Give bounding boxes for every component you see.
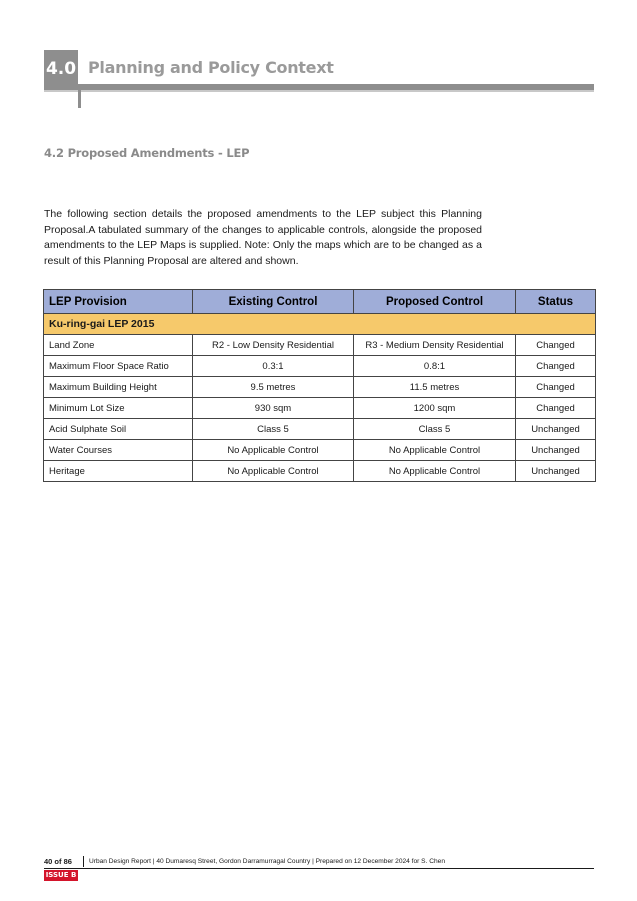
footer-rule [44,868,594,869]
table-row [44,335,596,356]
table-row [44,377,596,398]
cell-provision: Heritage [44,461,193,482]
cell-proposed: No Applicable Control [354,440,516,461]
cell-status: Changed [516,398,596,419]
section-title: Planning and Policy Context [88,58,334,77]
header-divider [44,84,594,92]
cell-existing: R2 - Low Density Residential [193,335,354,356]
header-accent-line [78,86,81,108]
table-row [44,461,596,482]
col-header-lep-provision: LEP Provision [44,290,193,314]
cell-provision: Maximum Floor Space Ratio [44,356,193,377]
table-row [44,440,596,461]
cell-status: Changed [516,356,596,377]
cell-proposed: 0.8:1 [354,356,516,377]
cell-existing: No Applicable Control [193,461,354,482]
cell-existing: 9.5 metres [193,377,354,398]
group-label: Ku-ring-gai LEP 2015 [44,314,596,335]
cell-provision: Water Courses [44,440,193,461]
col-header-proposed-control: Proposed Control [354,290,516,314]
cell-status: Unchanged [516,461,596,482]
lep-amendments-table [43,289,596,482]
footer-separator [83,856,84,867]
cell-proposed: No Applicable Control [354,461,516,482]
cell-status: Changed [516,377,596,398]
cell-status: Unchanged [516,419,596,440]
cell-status: Unchanged [516,440,596,461]
cell-provision: Minimum Lot Size [44,398,193,419]
section-number: 4.0 [44,50,78,86]
table-header-row [44,290,596,314]
intro-paragraph: The following section details the proposed amendments to the LEP subject this Planning Proposal.A tabulated summary of the changes to applicable controls, alongside the proposed amendments to the LEP Maps is supplied. Note: Only the maps which are to be changed as a result of this Planning Proposal are altered and shown. [44,208,482,267]
col-header-status: Status [516,290,596,314]
col-header-existing-control: Existing Control [193,290,354,314]
cell-proposed: 11.5 metres [354,377,516,398]
cell-proposed: Class 5 [354,419,516,440]
subsection-title: 4.2 Proposed Amendments - LEP [44,146,250,160]
footer-text: Urban Design Report | 40 Dumaresq Street, Gordon Darramurragal Country | Prepared on 12 December 2024 for S. Chen [89,858,446,865]
table-row [44,398,596,419]
issue-badge: ISSUE B [45,871,77,879]
cell-existing: No Applicable Control [193,440,354,461]
cell-provision: Acid Sulphate Soil [44,419,193,440]
cell-existing: Class 5 [193,419,354,440]
cell-provision: Land Zone [44,335,193,356]
cell-existing: 930 sqm [193,398,354,419]
cell-status: Changed [516,335,596,356]
cell-existing: 0.3:1 [193,356,354,377]
cell-proposed: 1200 sqm [354,398,516,419]
table-row [44,356,596,377]
page-number: 40 of 86 [44,857,72,866]
table-group-row [44,314,596,335]
cell-proposed: R3 - Medium Density Residential [354,335,516,356]
table-row [44,419,596,440]
cell-provision: Maximum Building Height [44,377,193,398]
